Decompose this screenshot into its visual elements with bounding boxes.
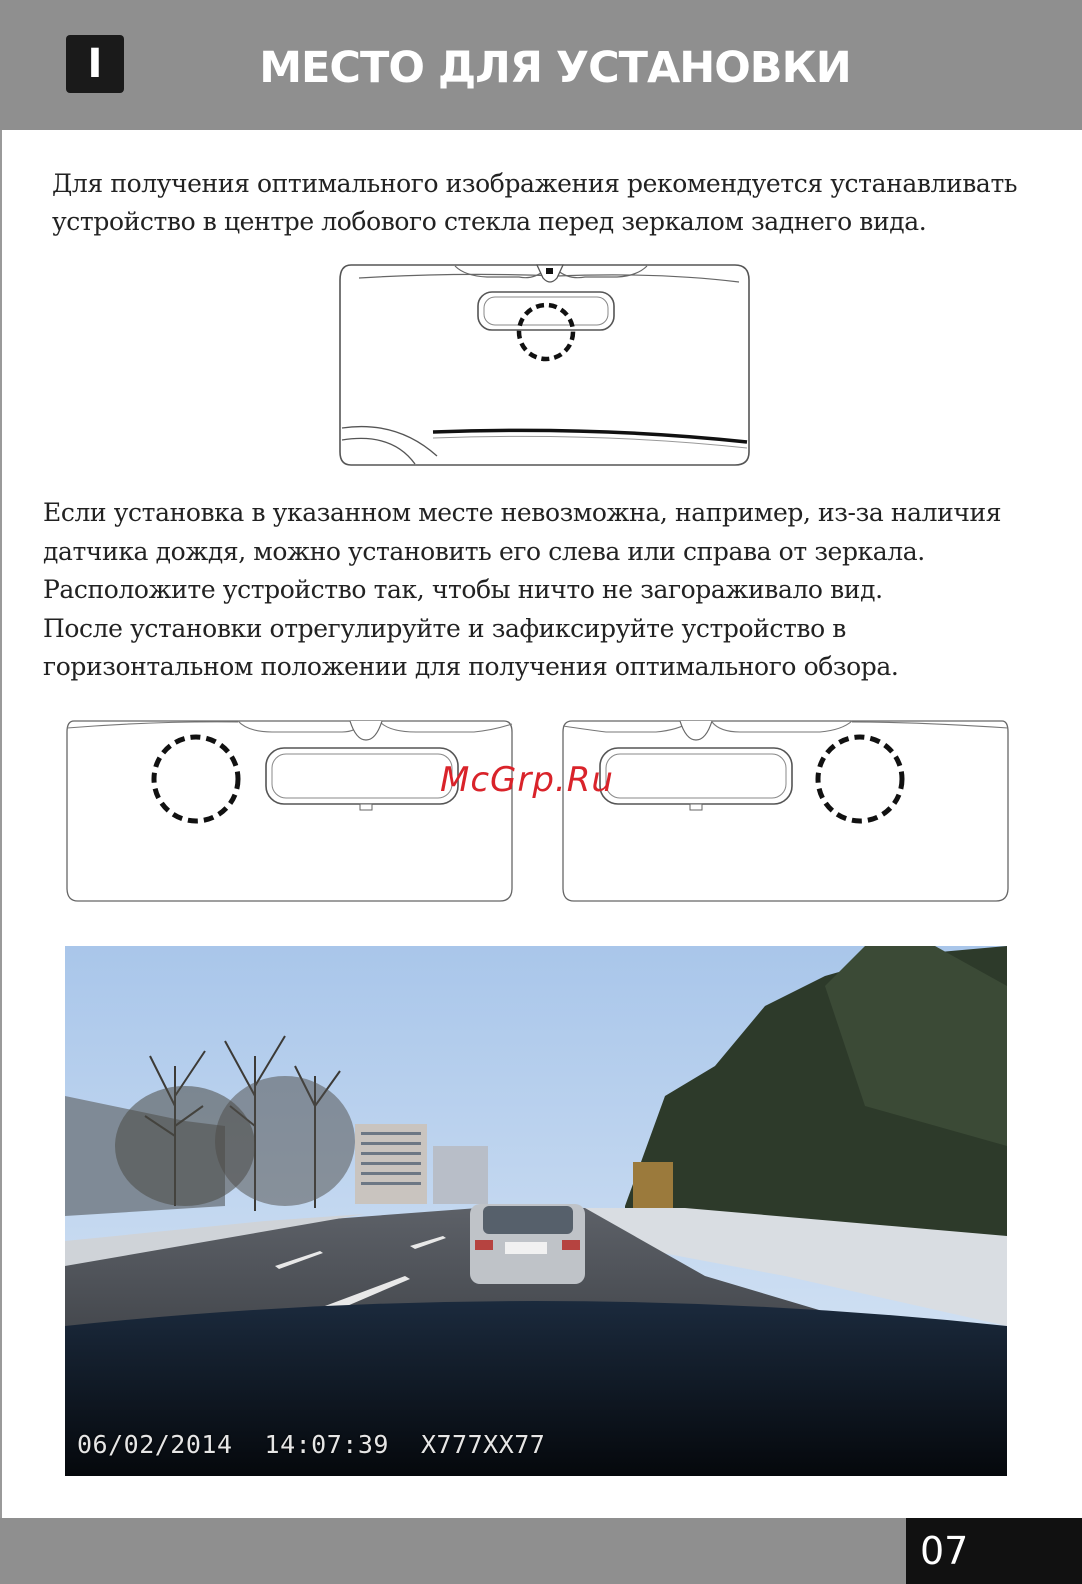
section-badge: I [66,35,124,93]
dashcam-scene [65,946,1007,1476]
osd-time: 14:07:39 [264,1430,389,1459]
page-border [0,130,2,1530]
instruction-line: Если установка в указанном месте невозможна, например, из-за наличия [43,498,1002,527]
dashcam-osd [77,1430,577,1459]
osd-plate: X777XX77 [420,1430,546,1459]
instruction-line: горизонтальном положении для получения оптимального обзора. [43,652,899,681]
header-bar [0,0,1082,130]
windshield-center-diagram [337,260,753,470]
instruction-line: Расположите устройство так, чтобы ничто не загораживало вид. [43,575,883,604]
instruction-line: датчика дождя, можно установить его слева или справа от зеркала. [43,536,925,566]
windshield-right-diagram [560,718,1012,904]
intro-line: Для получения оптимального изображения рекомендуется устанавливать [52,169,1018,198]
osd-date: 06/02/2014 [77,1430,233,1459]
page-number: 07 [906,1518,1082,1584]
page-title: МЕСТО ДЛЯ УСТАНОВКИ [259,43,851,93]
dashcam-sample-photo [65,946,1007,1476]
watermark: McGrp.Ru [440,760,614,800]
windshield-left-diagram [64,718,516,904]
instruction-line: После установки отрегулируйте и зафиксируйте устройство в [43,613,846,643]
footer-bar [0,1518,906,1584]
intro-paragraph [52,165,1017,241]
intro-line: устройство в центре лобового стекла перед зеркалом заднего вида. [52,207,927,236]
instruction-paragraph [43,494,1001,687]
